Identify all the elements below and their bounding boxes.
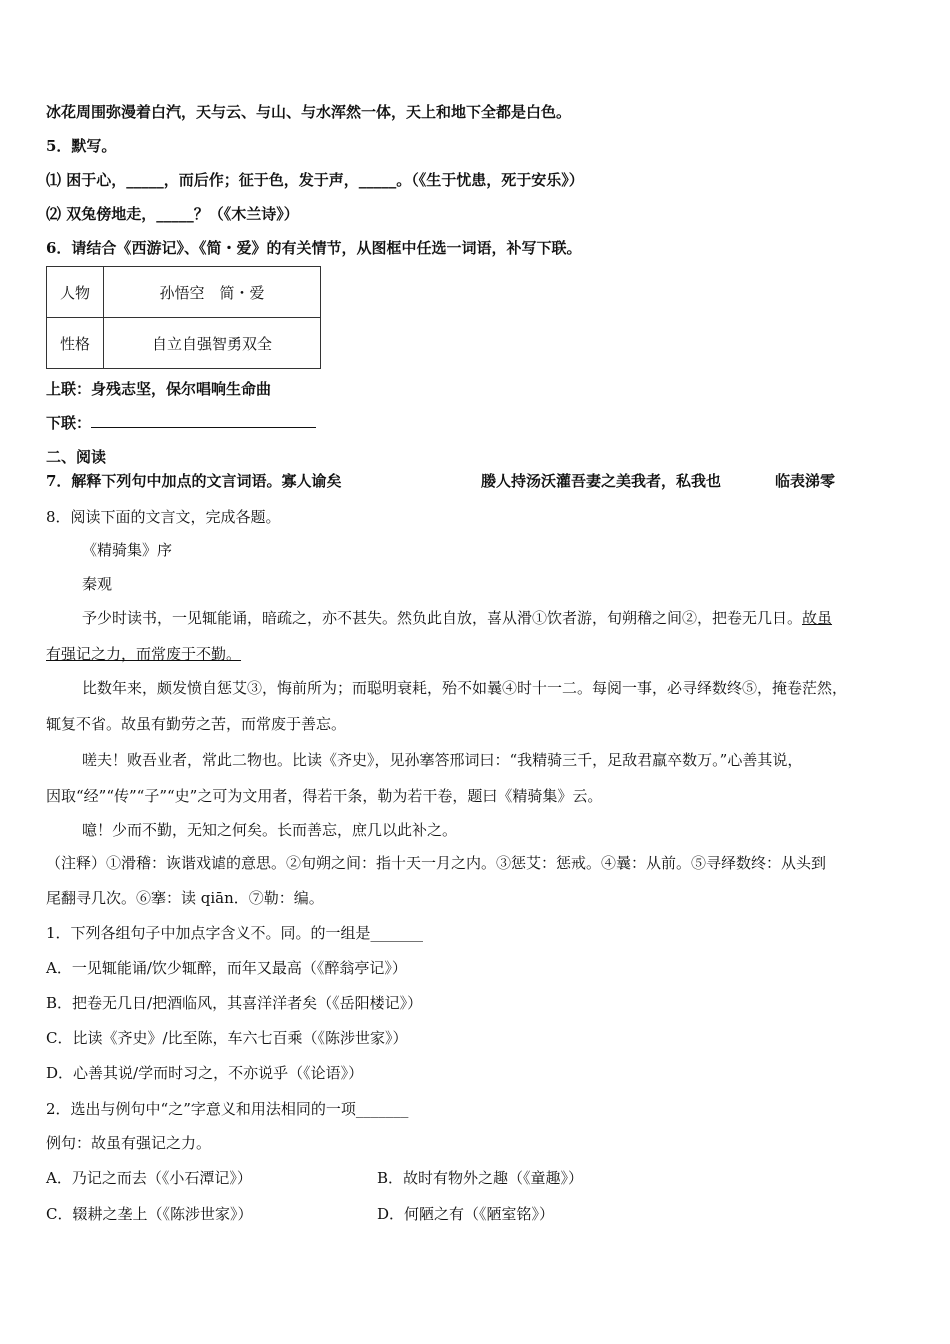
q6-cell-value: 自立自强智勇双全 [104,318,321,369]
q6-lower [46,413,316,433]
sub2-option-d[interactable]: D．何陋之有（《陋室铭》） [377,1205,555,1223]
q7-part-c: 临表涕零 [775,472,836,490]
passage-p3: 嗟夫！败吾业者，常此二物也。比读《齐史》，见孙搴答邢词曰：“我精骑三千，足敌君羸卒数万。”心善其说， [82,751,803,769]
q8-intro: 8．阅读下面的文言文，完成各题。 [46,508,281,526]
q6-table-row [47,267,321,318]
intro-line: 冰花周围弥漫着白汽，天与云、与山、与水浑然一体，天上和地下全都是白色。 [46,103,572,121]
q6-cell-label: 人物 [47,267,104,318]
sub2-option-b[interactable]: B．故时有物外之趣（《童趣》） [377,1169,584,1187]
sub2-option-a[interactable]: A．乃记之而去（《小石潭记》） [46,1169,252,1187]
q6-cell-label: 性格 [47,318,104,369]
q5-title: 5．默写。 [46,137,117,155]
q5-line-1: ⑴ 困于心，_____，而后作；征于色，发于声，_____。（《生于忧患，死于安乐》） [46,171,584,189]
q6-upper: 上联：身残志坚，保尔唱响生命曲 [46,380,272,398]
passage-notes-cont: 尾翻寻几次。⑥搴：读 qiān．⑦勒：编。 [46,889,324,907]
passage-p2-cont: 辄复不省。故虽有勤劳之苦，而常废于善忘。 [46,715,347,733]
passage-p1-underlined: 故虽 [802,609,833,627]
sub1-option-b[interactable]: B．把卷无几日/把酒临风，其喜洋洋者矣（《岳阳楼记》） [46,994,423,1012]
q6-cell-value: 孙悟空 简・爱 [104,267,321,318]
passage-p1-underlined-cont: 有强记之力，而常废于不勤。 [46,645,242,663]
sub2-example: 例句：故虽有强记之力。 [46,1134,212,1152]
q7-part-b: 媵人持汤沃灌吾妻之美我者，私我也 [481,472,722,490]
q6-table [46,266,321,369]
sub1-option-d[interactable]: D．心善其说/学而时习之，不亦说乎（《论语》） [46,1064,364,1082]
passage-notes: （注释）①滑稽：诙谐戏谑的意思。②旬朔之间：指十天一月之内。③惩艾：惩戒。④曩：从前。⑤寻绎数终：从头到 [46,854,827,872]
q6-table-row [47,318,321,369]
passage-author: 秦观 [82,575,113,593]
passage-p3-cont: 因取“经”“传”“子”“史”之可为文用者，得若干条，勒为若干卷，题曰《精骑集》云。 [46,787,603,805]
sub2-stem: 2．选出与例句中“之”字意义和用法相同的一项_______ [46,1100,409,1118]
q5-line-2: ⑵ 双兔傍地走，_____？（《木兰诗》） [46,205,299,223]
section-title: 二、阅读 [46,448,107,466]
q7-part-a: 7．解释下列句中加点的文言词语。寡人谕矣 [46,472,342,490]
passage-p1 [82,608,832,628]
q6-lower-blank[interactable] [91,413,316,428]
passage-p2: 比数年来，颇发愤自惩艾③，悔前所为；而聪明衰耗，殆不如曩④时十一二。每阅一事，必寻绎数终⑤，掩卷茫然， [82,679,848,697]
sub1-option-a[interactable]: A．一见辄能诵/饮少辄醉，而年又最高（《醉翁亭记》） [46,959,407,977]
q6-title: 6．请结合《西游记》、《简・爱》的有关情节，从图框中任选一词语，补写下联。 [46,239,582,257]
sub2-option-c[interactable]: C．辍耕之垄上（《陈涉世家》） [46,1205,253,1223]
passage-p4: 噫！少而不勤，无知之何矣。长而善忘，庶几以此补之。 [82,821,458,839]
sub1-option-c[interactable]: C．比读《齐史》/比至陈，车六七百乘（《陈涉世家》） [46,1029,408,1047]
passage-p1-text: 予少时读书，一见辄能诵，暗疏之，亦不甚失。然负此自放，喜从滑①饮者游，旬朔稽之间②，把卷无几日。 [82,609,803,627]
sub1-stem: 1．下列各组句子中加点字含义不。同。的一组是_______ [46,924,424,942]
passage-title: 《精骑集》序 [82,541,173,559]
q6-lower-label: 下联： [46,414,92,432]
